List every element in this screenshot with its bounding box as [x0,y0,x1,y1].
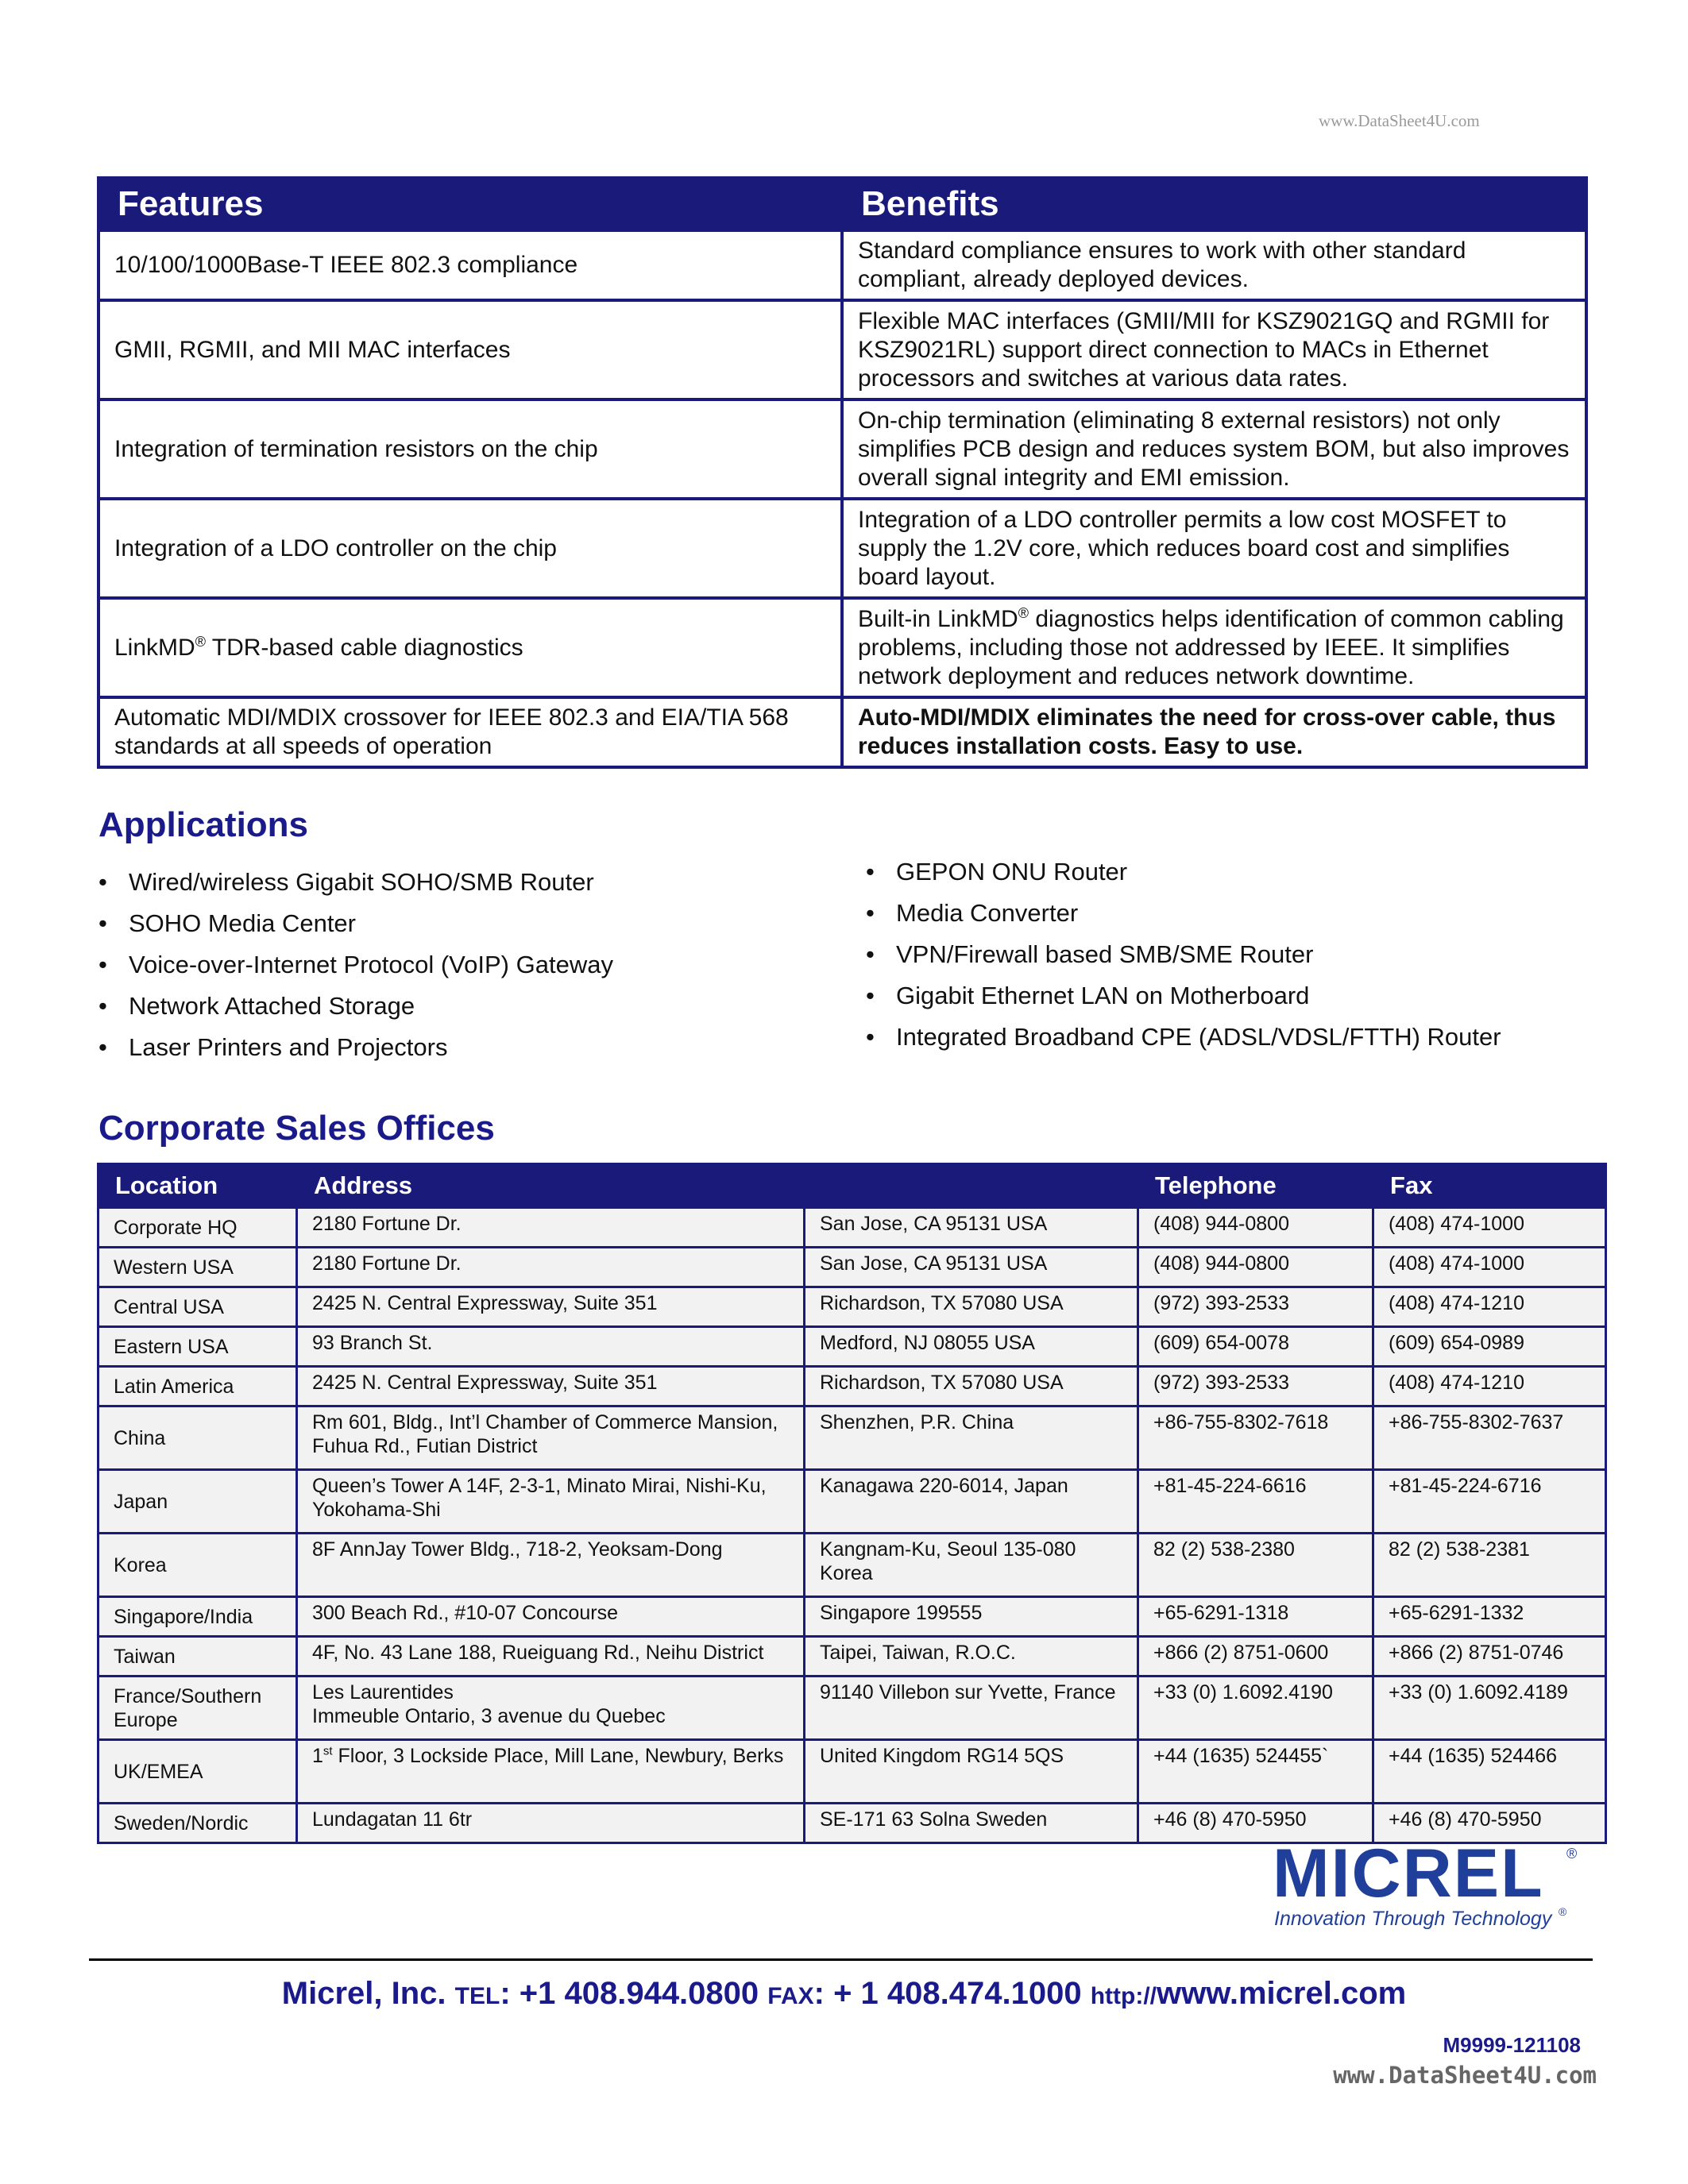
table-row [98,300,1586,399]
table-row [98,1208,1606,1248]
table-row [98,1804,1606,1843]
fax-header: Fax [1373,1164,1606,1208]
city-cell: Shenzhen, P.R. China [805,1406,1138,1470]
location-header: Location [98,1164,297,1208]
list-item: • Integrated Broadband CPE (ADSL/VDSL/FTTH) Router [866,1017,1565,1058]
benefit-cell: Standard compliance ensures to work with other standard compliant, already deployed devices. [842,230,1586,300]
city-cell: Taipei, Taiwan, R.O.C. [805,1637,1138,1677]
address-text: 1 [312,1745,323,1767]
footer-divider [89,1958,1593,1961]
telephone-cell: +44 (1635) 524455` [1138,1740,1373,1804]
list-item: • Network Attached Storage [98,986,829,1027]
telephone-cell: (609) 654-0078 [1138,1327,1373,1367]
telephone-cell: 82 (2) 538-2380 [1138,1534,1373,1597]
fax-cell: +44 (1635) 524466 [1373,1740,1606,1804]
telephone-cell: +65-6291-1318 [1138,1597,1373,1637]
table-row [98,1597,1606,1637]
fax-cell: +86-755-8302-7637 [1373,1406,1606,1470]
address-line: Les Laurentides [312,1681,454,1704]
address-cell: 4F, No. 43 Lane 188, Rueiguang Rd., Neihu District [297,1637,805,1677]
applications-heading: Applications [98,805,309,844]
table-row [98,399,1586,499]
registered-mark: ® [195,633,206,650]
table-row [98,1367,1606,1406]
footer-contact-line [0,1976,1688,2012]
sales-offices-heading: Corporate Sales Offices [98,1109,495,1148]
fax-cell: +866 (2) 8751-0746 [1373,1637,1606,1677]
applications-list-right [866,851,1565,1058]
table-header-row [98,178,1586,230]
address-cell: 2180 Fortune Dr. [297,1208,805,1248]
city-cell: Richardson, TX 57080 USA [805,1287,1138,1327]
city-cell: SE-171 63 Solna Sweden [805,1804,1138,1843]
tel-value: +1 408.944.0800 [519,1976,768,2011]
address-cell: Queen’s Tower A 14F, 2-3-1, Minato Mirai, Nishi-Ku, Yokohama-Shi [297,1470,805,1534]
location-cell: Sweden/Nordic [98,1804,297,1843]
location-cell: Latin America [98,1367,297,1406]
list-item: • Gigabit Ethernet LAN on Motherboard [866,975,1565,1017]
address-cell: 300 Beach Rd., #10-07 Concourse [297,1597,805,1637]
benefits-header: Benefits [842,178,1586,230]
benefit-cell: Integration of a LDO controller permits a low cost MOSFET to supply the 1.2V core, which reduces board cost and simplifies board layout. [842,499,1586,598]
watermark-top: www.DataSheet4U.com [1319,111,1480,130]
fax-cell: +33 (0) 1.6092.4189 [1373,1677,1606,1740]
table-row [98,1406,1606,1470]
fax-separator: : [813,1976,834,2011]
telephone-cell: (972) 393-2533 [1138,1287,1373,1327]
table-row [98,1637,1606,1677]
fax-cell: +65-6291-1332 [1373,1597,1606,1637]
watermark-bottom: www.DataSheet4U.com [1333,2062,1597,2089]
benefit-cell: Auto-MDI/MDIX eliminates the need for cross-over cable, thus reduces installation costs. Easy to use. [842,697,1586,767]
table-row [98,1740,1606,1804]
ordinal-suffix: st [323,1744,333,1758]
table-row [98,230,1586,300]
location-cell: France/Southern Europe [98,1677,297,1740]
applications-list-left [98,862,829,1068]
address-cell: 93 Branch St. [297,1327,805,1367]
feature-cell: Integration of a LDO controller on the chip [98,499,842,598]
benefit-text: Built-in LinkMD [858,605,1018,632]
location-cell: China [98,1406,297,1470]
address-cell: 2180 Fortune Dr. [297,1248,805,1287]
feature-cell: Integration of termination resistors on the chip [98,399,842,499]
url-prefix: http:// [1090,1983,1157,2009]
telephone-cell: +86-755-8302-7618 [1138,1406,1373,1470]
location-cell: UK/EMEA [98,1740,297,1804]
table-row [98,499,1586,598]
location-cell: Corporate HQ [98,1208,297,1248]
tel-label: TEL [454,1983,500,2009]
list-item: • GEPON ONU Router [866,851,1565,893]
telephone-cell: +866 (2) 8751-0600 [1138,1637,1373,1677]
micrel-logo [1266,1843,1584,1938]
fax-cell: +81-45-224-6716 [1373,1470,1606,1534]
city-cell: United Kingdom RG14 5QS [805,1740,1138,1804]
list-item: • Voice-over-Internet Protocol (VoIP) Gateway [98,944,829,986]
benefit-text: diagnostics helps identification of common cabling problems, including those not addressed by IEEE. It simplifies network deployment and reduces network downtime. [858,605,1564,689]
city-cell: Medford, NJ 08055 USA [805,1327,1138,1367]
sales-offices-table [97,1163,1607,1844]
tagline-registered-mark: ® [1559,1905,1567,1918]
fax-label: FAX [767,1983,814,2009]
features-benefits-table [97,176,1588,769]
list-item: • Laser Printers and Projectors [98,1027,829,1068]
list-item: • Media Converter [866,893,1565,934]
feature-text: LinkMD [114,634,195,661]
table-row [98,1248,1606,1287]
table-header-row [98,1164,1606,1208]
fax-value: + 1 408.474.1000 [833,1976,1091,2011]
registered-mark: ® [1018,604,1029,621]
tel-separator: : [500,1976,520,2011]
address-cell [297,1740,805,1804]
city-cell: San Jose, CA 95131 USA [805,1208,1138,1248]
table-row [98,697,1586,767]
address-text: Floor, 3 Lockside Place, Mill Lane, Newbury, Berks [332,1745,784,1767]
telephone-cell: +46 (8) 470-5950 [1138,1804,1373,1843]
city-cell: Kanagawa 220-6014, Japan [805,1470,1138,1534]
fax-cell: (408) 474-1210 [1373,1367,1606,1406]
table-row [98,1287,1606,1327]
city-cell: Richardson, TX 57080 USA [805,1367,1138,1406]
telephone-cell: (408) 944-0800 [1138,1248,1373,1287]
address-cell: 8F AnnJay Tower Bldg., 718-2, Yeoksam-Dong [297,1534,805,1597]
location-cell: Western USA [98,1248,297,1287]
feature-text: TDR-based cable diagnostics [205,634,523,661]
fax-cell: (408) 474-1000 [1373,1208,1606,1248]
telephone-cell: +33 (0) 1.6092.4190 [1138,1677,1373,1740]
benefit-cell: Flexible MAC interfaces (GMII/MII for KSZ9021GQ and RGMII for KSZ9021RL) support direct connection to MACs in Ethernet processors and switches at various data rates. [842,300,1586,399]
fax-cell: (408) 474-1000 [1373,1248,1606,1287]
telephone-header: Telephone [1138,1164,1373,1208]
feature-cell [98,598,842,697]
logo-registered-mark: ® [1566,1846,1578,1862]
document-number: M9999-121108 [1443,2033,1581,2057]
benefit-cell: On-chip termination (eliminating 8 external resistors) not only simplifies PCB design and reduces system BOM, but also improves overall signal integrity and EMI emission. [842,399,1586,499]
location-cell: Taiwan [98,1637,297,1677]
fax-cell: (609) 654-0989 [1373,1327,1606,1367]
address-cell [297,1677,805,1740]
feature-cell: GMII, RGMII, and MII MAC interfaces [98,300,842,399]
address-cell: Rm 601, Bldg., Int’l Chamber of Commerce Mansion, Fuhua Rd., Futian District [297,1406,805,1470]
table-row [98,1677,1606,1740]
location-cell: Japan [98,1470,297,1534]
address-cell: 2425 N. Central Expressway, Suite 351 [297,1367,805,1406]
telephone-cell: (408) 944-0800 [1138,1208,1373,1248]
location-cell: Central USA [98,1287,297,1327]
features-header: Features [98,178,842,230]
location-cell: Singapore/India [98,1597,297,1637]
feature-cell: 10/100/1000Base-T IEEE 802.3 compliance [98,230,842,300]
company-name: Micrel, Inc. [281,1976,455,2011]
logo-wordmark: MICREL [1273,1843,1544,1912]
logo-tagline: Innovation Through Technology [1274,1908,1552,1930]
fax-cell: (408) 474-1210 [1373,1287,1606,1327]
address-line: Immeuble Ontario, 3 avenue du Quebec [312,1705,666,1727]
city-cell: San Jose, CA 95131 USA [805,1248,1138,1287]
table-row [98,598,1586,697]
table-row [98,1534,1606,1597]
city-cell: Kangnam-Ku, Seoul 135-080 Korea [805,1534,1138,1597]
city-cell: 91140 Villebon sur Yvette, France [805,1677,1138,1740]
location-cell: Korea [98,1534,297,1597]
benefit-cell [842,598,1586,697]
table-row [98,1470,1606,1534]
telephone-cell: +81-45-224-6616 [1138,1470,1373,1534]
fax-cell: 82 (2) 538-2381 [1373,1534,1606,1597]
address-cell: Lundagatan 11 6tr [297,1804,805,1843]
address-header: Address [297,1164,1138,1208]
fax-cell: +46 (8) 470-5950 [1373,1804,1606,1843]
location-cell: Eastern USA [98,1327,297,1367]
website-link[interactable]: www.micrel.com [1157,1976,1407,2011]
list-item: • Wired/wireless Gigabit SOHO/SMB Router [98,862,829,903]
feature-cell: Automatic MDI/MDIX crossover for IEEE 802.3 and EIA/TIA 568 standards at all speeds of operation [98,697,842,767]
city-cell: Singapore 199555 [805,1597,1138,1637]
list-item: • VPN/Firewall based SMB/SME Router [866,934,1565,975]
table-row [98,1327,1606,1367]
address-cell: 2425 N. Central Expressway, Suite 351 [297,1287,805,1327]
list-item: • SOHO Media Center [98,903,829,944]
telephone-cell: (972) 393-2533 [1138,1367,1373,1406]
